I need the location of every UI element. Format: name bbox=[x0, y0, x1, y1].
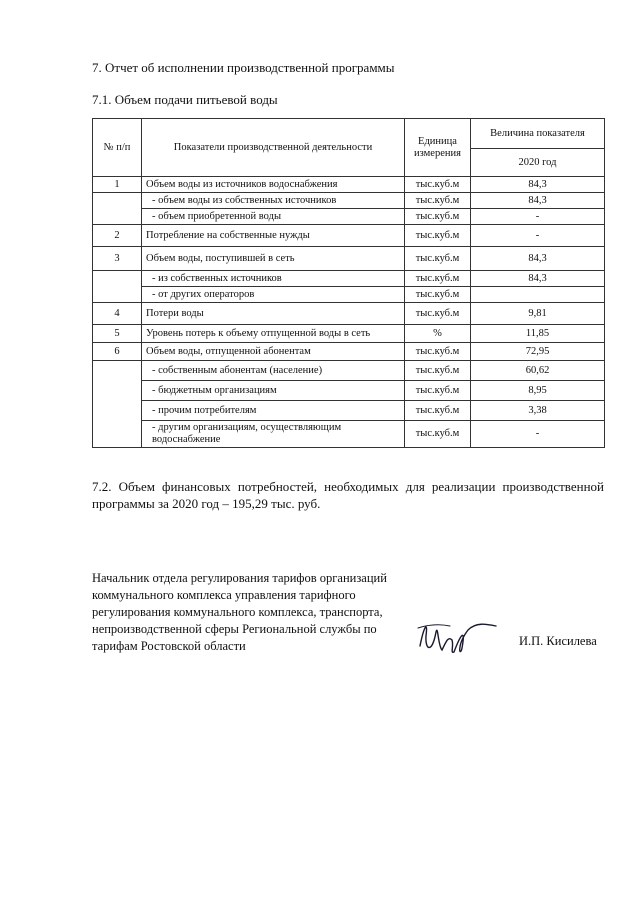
row-value: 84,3 bbox=[471, 247, 605, 271]
row-num bbox=[93, 271, 142, 303]
header-value-group: Величина показателя bbox=[471, 119, 605, 149]
row-label: - от других операторов bbox=[142, 287, 405, 303]
row-value: - bbox=[471, 225, 605, 247]
row-num: 1 bbox=[93, 177, 142, 193]
header-num: № п/п bbox=[93, 119, 142, 177]
row-value: 84,3 bbox=[471, 193, 605, 209]
header-indicator: Показатели производственной деятельности bbox=[142, 119, 405, 177]
row-value: 84,3 bbox=[471, 271, 605, 287]
row-label: Потребление на собственные нужды bbox=[142, 225, 405, 247]
row-num: 5 bbox=[93, 325, 142, 343]
row-num bbox=[93, 361, 142, 448]
table-row bbox=[93, 325, 605, 343]
row-unit: тыс.куб.м bbox=[405, 421, 471, 448]
table-row bbox=[93, 343, 605, 361]
financial-note: 7.2. Объем финансовых потребностей, необходимых для реализации производственной программы за 2020 год – 195,29 тыс. руб. bbox=[92, 479, 604, 511]
row-value: 72,95 bbox=[471, 343, 605, 361]
row-label: Уровень потерь к объему отпущенной воды в сеть bbox=[142, 325, 405, 343]
row-label: - объем воды из собственных источников bbox=[142, 193, 405, 209]
table-row bbox=[93, 401, 605, 421]
row-num: 4 bbox=[93, 303, 142, 325]
table-row bbox=[93, 271, 605, 287]
row-unit: тыс.куб.м bbox=[405, 401, 471, 421]
row-unit: тыс.куб.м bbox=[405, 177, 471, 193]
table-row bbox=[93, 361, 605, 381]
section-title: 7. Отчет об исполнении производственной программы bbox=[92, 60, 395, 75]
row-value: 8,95 bbox=[471, 381, 605, 401]
row-unit: % bbox=[405, 325, 471, 343]
row-num: 6 bbox=[93, 343, 142, 361]
row-value: 60,62 bbox=[471, 361, 605, 381]
row-label: - прочим потребителям bbox=[142, 401, 405, 421]
table-row bbox=[93, 177, 605, 193]
row-unit: тыс.куб.м bbox=[405, 361, 471, 381]
row-num bbox=[93, 193, 142, 225]
subsection-title: 7.1. Объем подачи питьевой воды bbox=[92, 92, 278, 107]
row-unit: тыс.куб.м bbox=[405, 209, 471, 225]
table-row bbox=[93, 381, 605, 401]
row-unit: тыс.куб.м bbox=[405, 287, 471, 303]
table-row bbox=[93, 287, 605, 303]
table-row bbox=[93, 225, 605, 247]
row-label: Объем воды, отпущенной абонентам bbox=[142, 343, 405, 361]
row-value bbox=[471, 287, 605, 303]
row-value: 9,81 bbox=[471, 303, 605, 325]
water-supply-table bbox=[92, 118, 605, 448]
table-row bbox=[93, 421, 605, 448]
row-unit: тыс.куб.м bbox=[405, 193, 471, 209]
row-unit: тыс.куб.м bbox=[405, 247, 471, 271]
row-unit: тыс.куб.м bbox=[405, 381, 471, 401]
header-unit: Единица измерения bbox=[405, 119, 471, 177]
row-label: - из собственных источников bbox=[142, 271, 405, 287]
signatory-name: И.П. Кисилева bbox=[519, 634, 597, 648]
row-num: 3 bbox=[93, 247, 142, 271]
row-value: 11,85 bbox=[471, 325, 605, 343]
table-row bbox=[93, 247, 605, 271]
row-label: - бюджетным организациям bbox=[142, 381, 405, 401]
row-value: 3,38 bbox=[471, 401, 605, 421]
table-row bbox=[93, 193, 605, 209]
table-row bbox=[93, 303, 605, 325]
header-year: 2020 год bbox=[471, 149, 605, 177]
table-row bbox=[93, 209, 605, 225]
row-label: Объем воды из источников водоснабжения bbox=[142, 177, 405, 193]
row-value: - bbox=[471, 209, 605, 225]
row-num: 2 bbox=[93, 225, 142, 247]
row-label: - собственным абонентам (население) bbox=[142, 361, 405, 381]
signature-image bbox=[410, 606, 500, 666]
row-unit: тыс.куб.м bbox=[405, 343, 471, 361]
row-label: Объем воды, поступившей в сеть bbox=[142, 247, 405, 271]
row-label: - другим организациям, осуществляющим водоснабжение bbox=[142, 421, 405, 448]
signatory-position: Начальник отдела регулирования тарифов организаций коммунального комплекса управления тарифного регулирования коммунального комплекса, транспорта, непроизводственной сферы Региональной службы по тарифам Ростовской области bbox=[92, 571, 387, 653]
row-unit: тыс.куб.м bbox=[405, 303, 471, 325]
row-label: - объем приобретенной воды bbox=[142, 209, 405, 225]
row-label: Потери воды bbox=[142, 303, 405, 325]
row-unit: тыс.куб.м bbox=[405, 271, 471, 287]
row-value: - bbox=[471, 421, 605, 448]
row-value: 84,3 bbox=[471, 177, 605, 193]
row-unit: тыс.куб.м bbox=[405, 225, 471, 247]
